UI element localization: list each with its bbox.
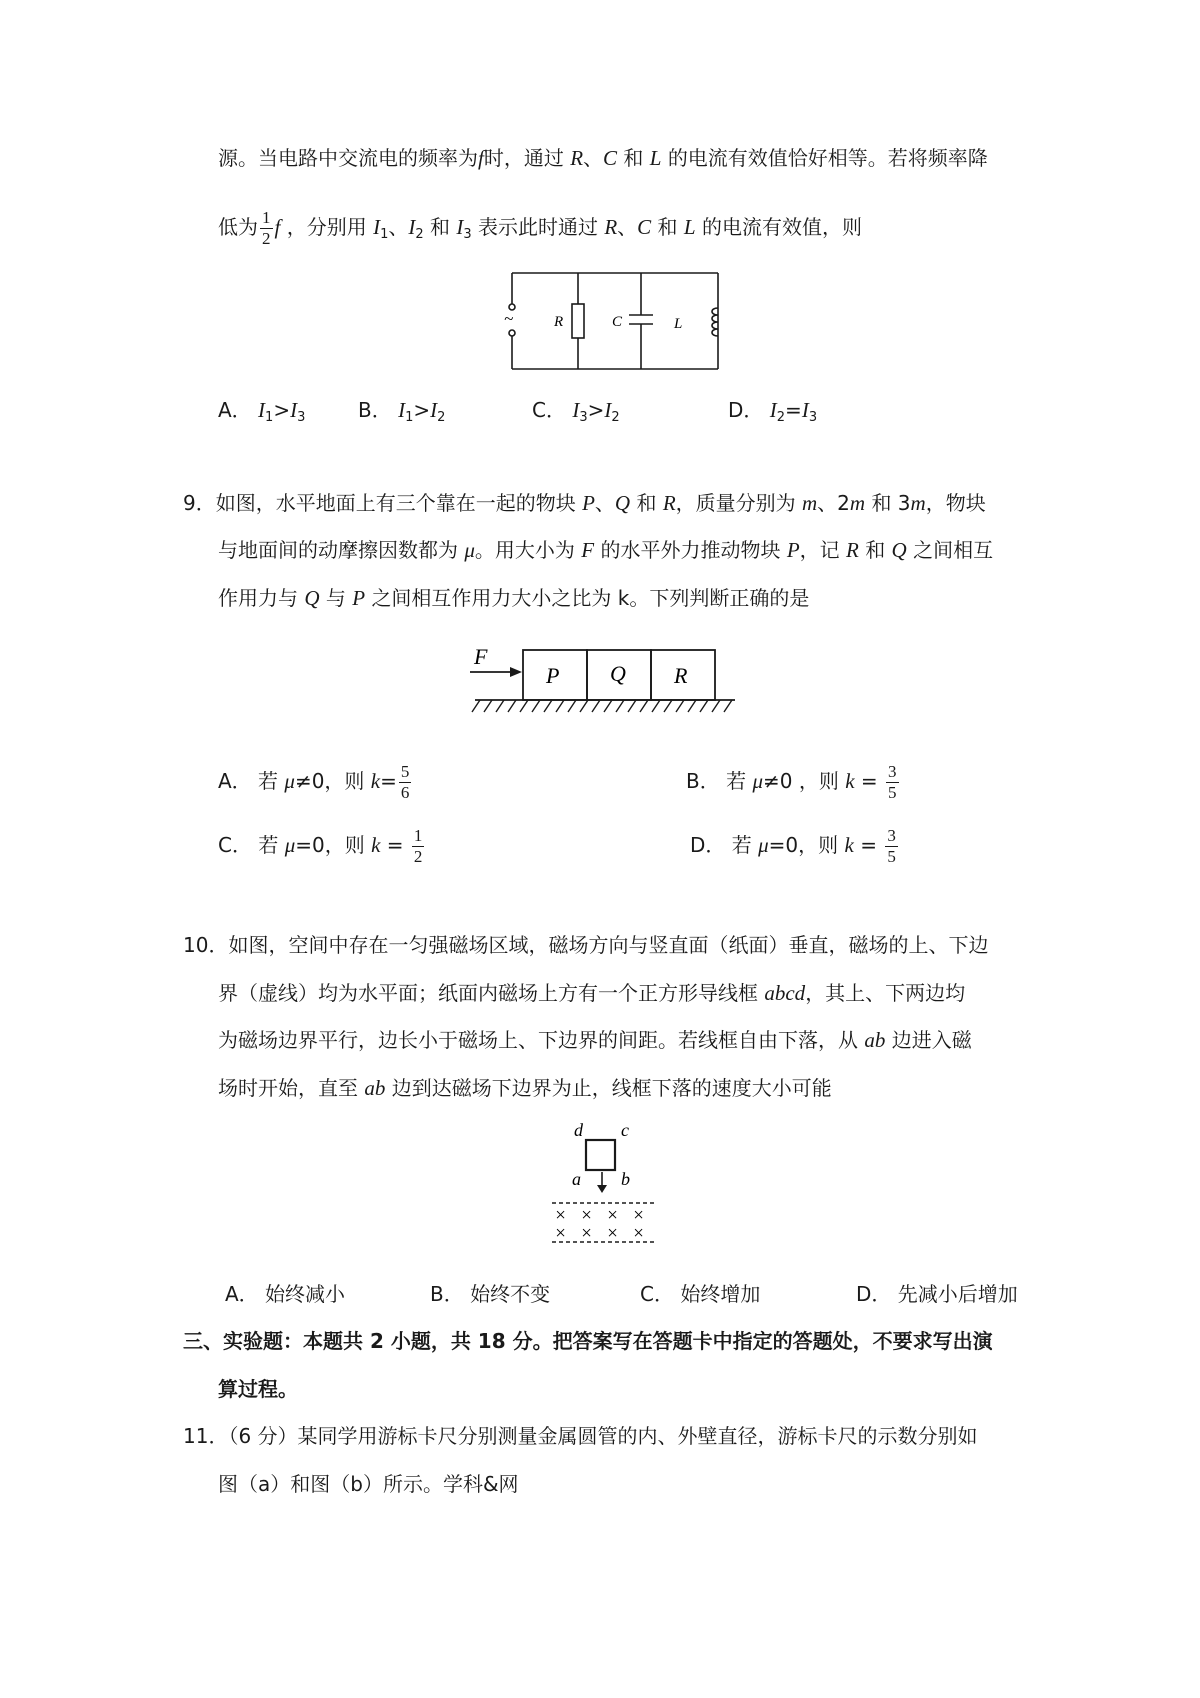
q9-line-1: 9．如图，水平地面上有三个靠在一起的物块 P、Q 和 R，质量分别为 m、2m 和 3m，物块 <box>183 491 986 515</box>
q11-line-1: 11．（6 分）某同学用游标卡尺分别测量金属圆管的内、外壁直径，游标卡尺的示数分别如 <box>183 1424 978 1448</box>
q9-option-d[interactable]: D． 若 μ=0，则 k = $\frac{3}{5}$ <box>690 826 896 866</box>
q10-line-4: 场时开始，直至 ab 边到达磁场下边界为止，线框下落的速度大小可能 <box>218 1076 832 1100</box>
field-cross-icon: × <box>606 1205 619 1226</box>
circuit-diagram <box>500 268 730 374</box>
q8-option-d[interactable]: D． $I_2=I_3$ <box>728 398 818 425</box>
q10-option-a[interactable]: A． 始终减小 <box>225 1282 346 1306</box>
fraction-half: $\frac{1}{2}$ <box>262 208 271 248</box>
q8-option-c[interactable]: C． $I_3>I_2$ <box>532 398 620 425</box>
field-cross-icon: × <box>632 1205 645 1226</box>
q11-line-2: 图（a）和图（b）所示。学科&网 <box>218 1472 519 1496</box>
q9-option-a[interactable]: A． 若 μ≠0，则 k= $\frac{5}{6}$ <box>218 762 410 802</box>
q10-option-b[interactable]: B． 始终不变 <box>430 1282 551 1306</box>
section-3-heading: 三、实验题：本题共 2 小题，共 18 分。把答案写在答题卡中指定的答题处，不要求写出演 <box>183 1329 993 1353</box>
blocks-diagram <box>460 640 740 720</box>
field-cross-icon: × <box>606 1223 619 1244</box>
block-p-label: P <box>546 663 560 688</box>
q8-option-a[interactable]: A． $I_1>I_3$ <box>218 398 306 425</box>
block-q-label: Q <box>610 661 626 686</box>
corner-a-label: a <box>572 1169 581 1189</box>
field-cross-icon: × <box>580 1205 593 1226</box>
ac-source-symbol: ~ <box>504 309 514 328</box>
inductor-label: L <box>674 316 683 332</box>
q9-line-2: 与地面间的动摩擦因数都为 μ。用大小为 F 的水平外力推动物块 P，记 R 和 Q 之间相互 <box>218 538 994 562</box>
q10-line-1: 10．如图，空间中存在一匀强磁场区域，磁场方向与竖直面（纸面）垂直，磁场的上、下边 <box>183 933 989 957</box>
q8-option-b[interactable]: B． $I_1>I_2$ <box>358 398 446 425</box>
field-cross-icon: × <box>554 1205 567 1226</box>
q9-option-b[interactable]: B． 若 μ≠0 ，则 k = $\frac{3}{5}$ <box>686 762 897 802</box>
corner-c-label: c <box>621 1120 629 1140</box>
block-r-label: R <box>674 663 688 688</box>
q8-line-1: 源。当电路中交流电的频率为f时，通过 R、C 和 L 的电流有效值恰好相等。若将频率降 <box>218 146 988 170</box>
section-3-heading-cont: 算过程。 <box>218 1377 298 1401</box>
magnetic-field-diagram <box>542 1115 662 1247</box>
field-cross-icon: × <box>580 1223 593 1244</box>
capacitor-label: C <box>612 314 623 330</box>
q10-option-c[interactable]: C． 始终增加 <box>640 1282 761 1306</box>
q10-option-d[interactable]: D． 先减小后增加 <box>856 1282 1018 1306</box>
corner-d-label: d <box>574 1120 583 1140</box>
force-label: F <box>474 644 488 669</box>
q10-line-2: 界（虚线）均为水平面；纸面内磁场上方有一个正方形导线框 abcd，其上、下两边均 <box>218 981 966 1005</box>
corner-b-label: b <box>621 1169 630 1189</box>
field-cross-icon: × <box>632 1223 645 1244</box>
q10-line-3: 为磁场边界平行，边长小于磁场上、下边界的间距。若线框自由下落，从 ab 边进入磁 <box>218 1028 972 1052</box>
q9-option-c[interactable]: C． 若 μ=0，则 k = $\frac{1}{2}$ <box>218 826 423 866</box>
field-cross-icon: × <box>554 1223 567 1244</box>
q8-line-2: 低为 $\frac{1}{2}$ f ，分别用 $I_1$、$I_2$ 和 $I_3$ 表示此时通过 R、C 和 L 的电流有效值，则 <box>218 208 862 248</box>
q9-line-3: 作用力与 Q 与 P 之间相互作用力大小之比为 k。下列判断正确的是 <box>218 586 810 610</box>
resistor-label: R <box>554 314 564 330</box>
